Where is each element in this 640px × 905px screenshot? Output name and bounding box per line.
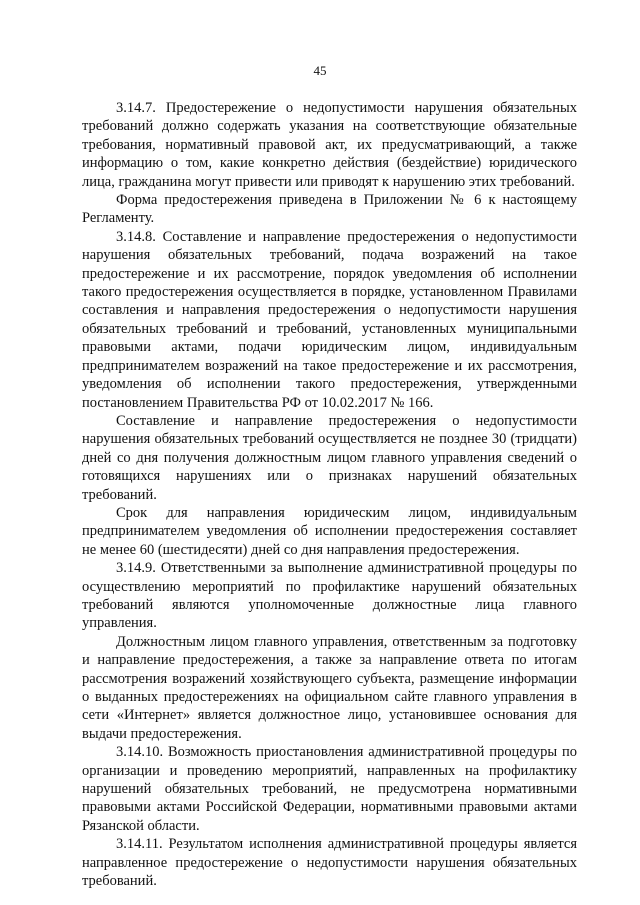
paragraph-deadline-30-days: Составление и направление предостережения о недопустимости нарушения обязательных требований осуществляется не позднее 30 (тридцати) дней со дня получения должностным лицом главного управления сведений о готовящихся нарушениях или о признаках нарушений обязательных требований. xyxy=(82,412,577,503)
paragraph-3-14-9: 3.14.9. Ответственными за выполнение административной процедуры по осуществлению мероприятий по профилактике нарушений обязательных требований являются уполномоченные должностные лица главного управления. xyxy=(82,560,577,632)
paragraph-3-14-8: 3.14.8. Составление и направление предостережения о недопустимости нарушения обязательных требований, подача возражений на такое предостережение и их рассмотрение, порядок уведомления об исполнении такого предостережения осуществляется в порядке, установленном Правилами составления и направления предостережения о недопустимости нарушения обязательных требований и требований, установленных муниципальными правовыми актами, подачи юридическим лицом, индивидуальным предпринимателем возражений на такое предостережение и их рассмотрения, уведомления об исполнении такого предостережения, утвержденными постановлением Правительства РФ от 10.02.2017 № 166. xyxy=(82,228,577,411)
page-number: 45 xyxy=(313,63,327,78)
document-body xyxy=(82,99,577,890)
paragraph-deadline-60-days: Срок для направления юридическим лицом, индивидуальным предпринимателем уведомления об исполнении предостережения составляет не менее 60 (шестидесяти) дней со дня направления предостережения. xyxy=(82,504,577,558)
paragraph-3-14-7: 3.14.7. Предостережение о недопустимости нарушения обязательных требований должно содержать указания на соответствующие обязательные требования, нормативный правовой акт, их предусматривающий, а также информацию о том, какие конкретно действия (бездействие) юридического лица, гражданина могут привести или приводят к нарушению этих требований. xyxy=(82,100,577,190)
paragraph-3-14-10: 3.14.10. Возможность приостановления административной процедуры по организации и проведению мероприятий, направленных на профилактику нарушений обязательных требований, не предусмотрена нормативными правовыми актами Российской Федерации, нормативными правовыми актами Рязанской области. xyxy=(82,744,577,834)
paragraph-3-14-11: 3.14.11. Результатом исполнения административной процедуры является направленное предостережение о недопустимости нарушения обязательных требований. xyxy=(82,836,577,890)
paragraph-responsible-official: Должностным лицом главного управления, ответственным за подготовку и направление предостережения, а также за направление ответа по итогам рассмотрения возражений хозяйствующего субъекта, размещение информации о выданных предостережениях на официальном сайте главного управления в сети «Интернет» является должностное лицо, установившее основания для выдачи предостережения. xyxy=(82,633,577,742)
paragraph-form-reference: Форма предостережения приведена в Приложении № 6 к настоящему Регламенту. xyxy=(82,192,577,227)
